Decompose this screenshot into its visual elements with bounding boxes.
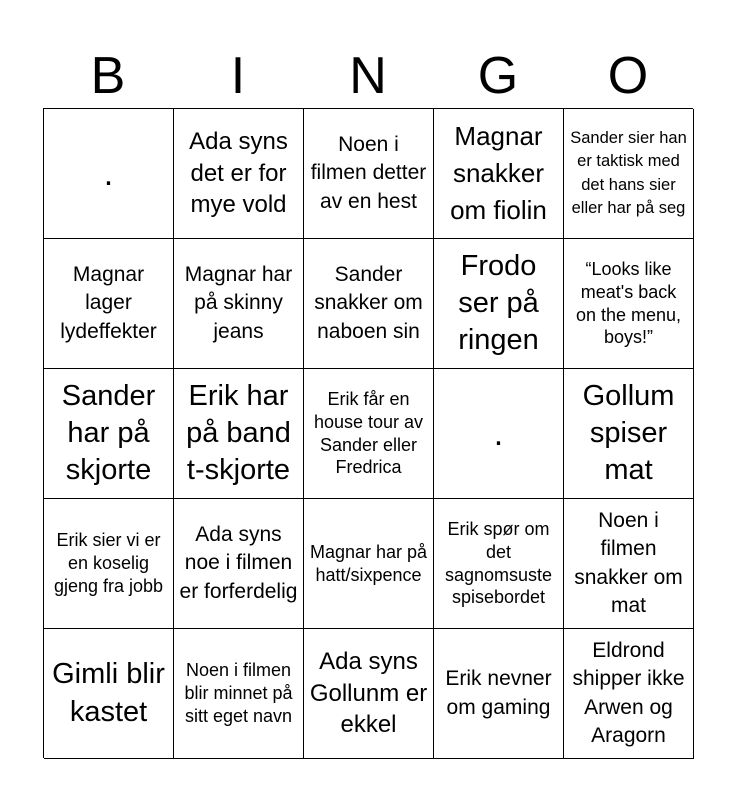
header-letter-n: N (349, 47, 387, 105)
header-letter-o: O (607, 47, 649, 105)
bingo-cell-r1c3[interactable]: Noen i filmen detter av en hest (304, 109, 434, 239)
header-letter-g: G (477, 47, 519, 105)
bingo-cell-r4c5[interactable]: Noen i filmen snakker om mat (564, 499, 694, 629)
bingo-cell-r5c1[interactable]: Gimli blir kastet (44, 629, 174, 759)
bingo-cell-r4c3[interactable]: Magnar har på hatt/sixpence (304, 499, 434, 629)
bingo-cell-r5c4[interactable]: Erik nevner om gaming (434, 629, 564, 759)
bingo-cell-r1c4[interactable]: Magnar snakker om fiolin (434, 109, 564, 239)
bingo-cell-r2c1[interactable]: Magnar lager lydeffekter (44, 239, 174, 369)
bingo-header (43, 44, 693, 108)
bingo-cell-r3c1[interactable]: Sander har på skjorte (44, 369, 174, 499)
bingo-cell-r3c4[interactable]: . (434, 369, 564, 499)
bingo-cell-r4c1[interactable]: Erik sier vi er en koselig gjeng fra jobb (44, 499, 174, 629)
bingo-cell-r2c2[interactable]: Magnar har på skinny jeans (174, 239, 304, 369)
bingo-cell-r1c2[interactable]: Ada syns det er for mye vold (174, 109, 304, 239)
bingo-cell-r1c5[interactable]: Sander sier han er taktisk med det hans sier eller har på seg (564, 109, 694, 239)
bingo-cell-r5c2[interactable]: Noen i filmen blir minnet på sitt eget navn (174, 629, 304, 759)
bingo-grid (43, 108, 693, 758)
header-letter-b: B (90, 47, 126, 105)
header-letter-i: I (230, 47, 246, 105)
bingo-cell-r4c2[interactable]: Ada syns noe i filmen er forferdelig (174, 499, 304, 629)
bingo-cell-r3c2[interactable]: Erik har på band t-skjorte (174, 369, 304, 499)
bingo-cell-r3c5[interactable]: Gollum spiser mat (564, 369, 694, 499)
bingo-cell-r2c5[interactable]: “Looks like meat's back on the menu, boys!” (564, 239, 694, 369)
bingo-cell-r2c3[interactable]: Sander snakker om naboen sin (304, 239, 434, 369)
bingo-cell-r5c5[interactable]: Eldrond shipper ikke Arwen og Aragorn (564, 629, 694, 759)
bingo-cell-r3c3[interactable]: Erik får en house tour av Sander eller Fredrica (304, 369, 434, 499)
bingo-cell-r2c4[interactable]: Frodo ser på ringen (434, 239, 564, 369)
bingo-cell-r4c4[interactable]: Erik spør om det sagnomsuste spisebordet (434, 499, 564, 629)
bingo-cell-r5c3[interactable]: Ada syns Gollunm er ekkel (304, 629, 434, 759)
bingo-cell-r1c1[interactable]: . (44, 109, 174, 239)
